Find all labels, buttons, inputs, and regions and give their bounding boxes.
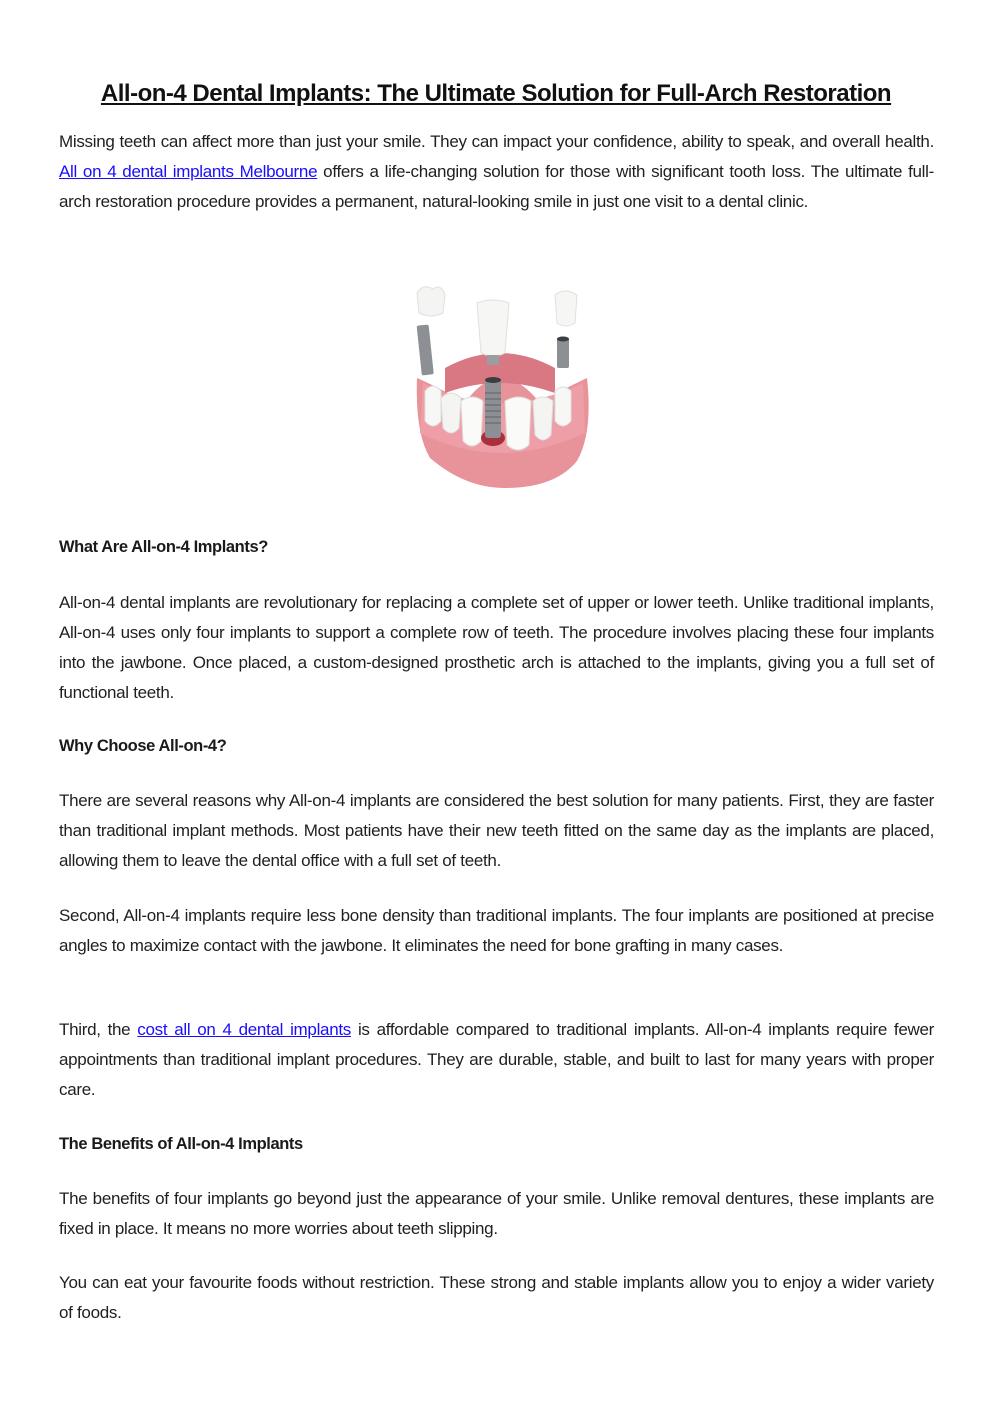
melbourne-implants-link[interactable]: All on 4 dental implants Melbourne [59,162,318,181]
benefits-paragraph-1: The benefits of four implants go beyond just the appearance of your smile. Unlike removal dentures, these implants are fixed in place. It means no more worries about teeth slipping. [59,1189,934,1238]
why-choose-paragraph-3 [59,1015,934,1105]
section-heading-what-are: What Are All-on-4 Implants? [59,538,268,556]
why-choose-paragraph-1: There are several reasons why All-on-4 implants are considered the best solution for many patients. First, they are faster than traditional implant methods. Most patients have their new teeth fitted on the same day as the implants are placed, allowing them to leave the dental office with a full set of teeth. [59,791,934,870]
third-text-before: Third, the [59,1020,138,1039]
cost-implants-link[interactable]: cost all on 4 dental implants [137,1020,351,1039]
intro-paragraph [59,127,934,217]
page-title: All-on-4 Dental Implants: The Ultimate Solution for Full-Arch Restoration [100,80,892,108]
benefits-paragraph-2: You can eat your favourite foods without restriction. These strong and stable implants allow you to enjoy a wider variety of foods. [59,1273,934,1322]
why-choose-paragraph-2: Second, All-on-4 implants require less bone density than traditional implants. The four implants are positioned at precise angles to maximize contact with the jawbone. It eliminates the need for bone grafting in many cases. [59,906,934,955]
intro-text-before: Missing teeth can affect more than just your smile. They can impact your confidence, ability to speak, and overall health. [59,132,934,151]
third-text-after: is affordable compared to traditional implants. All-on-4 implants require fewer appointments than traditional implant procedures. They are durable, stable, and built to last for many years with proper care. [59,1020,934,1099]
dental-implant-illustration-icon [405,283,595,498]
dental-implant-image [405,283,595,498]
section-heading-benefits: The Benefits of All-on-4 Implants [59,1135,303,1153]
intro-text-after: offers a life-changing solution for those with significant tooth loss. The ultimate full-arch restoration procedure provides a permanent, natural-looking smile in just one visit to a dental clinic. [59,162,934,211]
what-are-paragraph: All-on-4 dental implants are revolutionary for replacing a complete set of upper or lower teeth. Unlike traditional implants, All-on-4 uses only four implants to support a complete row of teeth. The procedure involves placing these four implants into the jawbone. Once placed, a custom-designed prosthetic arch is attached to the implants, giving you a full set of functional teeth. [59,593,934,702]
section-heading-why-choose: Why Choose All-on-4? [59,737,227,755]
